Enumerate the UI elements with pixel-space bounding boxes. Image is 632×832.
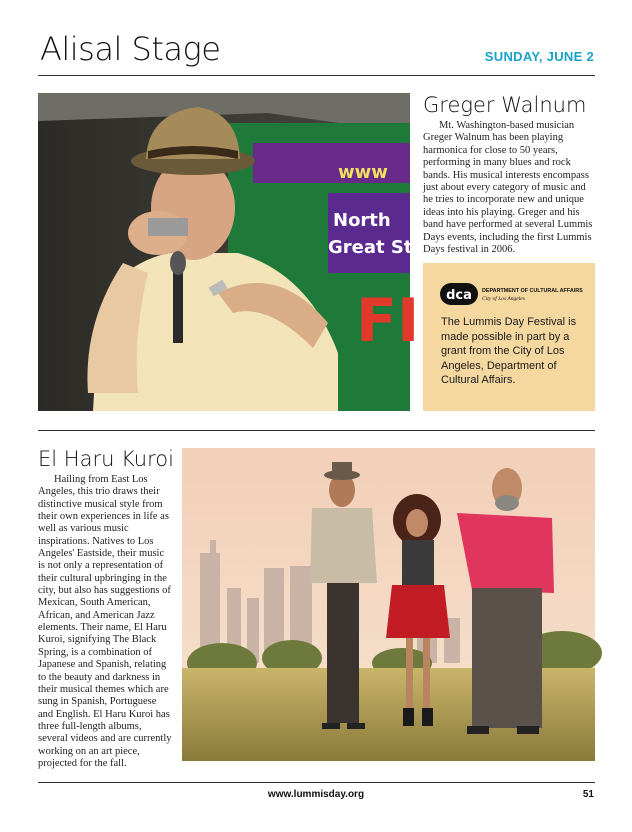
grant-text: The Lummis Day Festival is made possible in part by a grant from the City of Los Angeles, Department of Cultural Affairs. — [441, 316, 577, 386]
sign-text-www: www — [338, 162, 388, 183]
artist1-name: Greger Walnum — [423, 93, 587, 117]
website-link[interactable]: www.lummisday.org — [267, 789, 365, 800]
dca-logo — [440, 281, 583, 307]
sign-text-north: North — [333, 210, 391, 231]
section-divider — [38, 430, 595, 431]
artist2-bio: Hailing from East Los Angeles, this trio draws their distinctive musical style from their own experiences in life as well as various music inspirations. Natives to Los Angeles' Eastside, their music is not only a representation of their cultural upbringing in the city, but also has suggestions of Mexican, South American, African, and American Jazz elements. Their name, El Haru Kuroi, signifying The Black Spring, is a combination of Japanese and Spanish, relating to the beauty and darkness in their musical themes which are sung in Spanish, Portuguese and English. El Haru Kuroi has three full-length albums, several videos and are currently working on an art piece, projected for the fall. — [38, 474, 172, 769]
footer-divider — [38, 782, 595, 783]
page-number: 51 — [582, 789, 594, 800]
dca-logo-line1: DEPARTMENT OF CULTURAL AFFAIRS — [482, 288, 583, 294]
sign-text-fi: FI — [356, 286, 420, 356]
artist2-name: El Haru Kuroi — [38, 447, 174, 471]
header-divider — [38, 75, 595, 76]
page-title: Alisal Stage — [40, 30, 221, 68]
greger-walnum-photo — [38, 93, 420, 411]
dca-logo-line2: City of Los Angeles — [482, 296, 525, 302]
el-haru-kuroi-photo — [182, 448, 595, 761]
sign-text-great: Great St — [328, 237, 413, 258]
event-date: SUNDAY, JUNE 2 — [484, 49, 594, 64]
dca-logo-letters: dca — [446, 288, 472, 303]
grant-acknowledgement-box — [423, 263, 595, 411]
artist1-bio: Mt. Washington-based musician Greger Walnum has been playing harmonica for close to 50 years, performing in many blues and rock bands. His musical interests encompass just about every category of music and he tries to incorporate new and unique ideas into his playing. Greger and his band have performed at several Lummis Days events, including the first Lummis Days festival in 2006. — [423, 120, 593, 256]
